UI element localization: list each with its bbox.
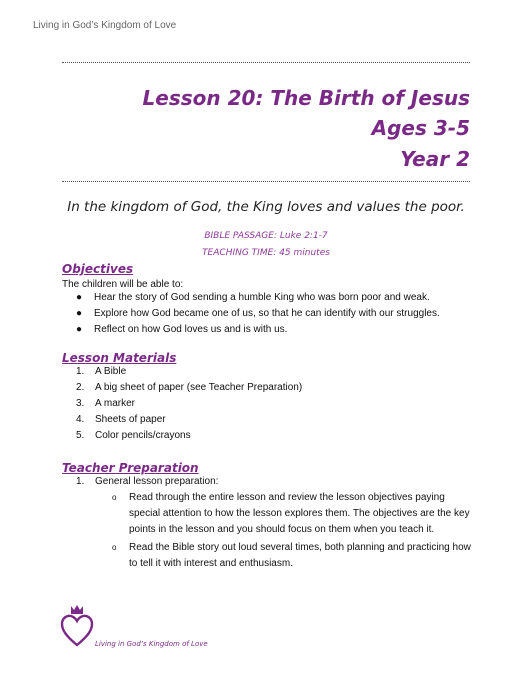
teaching-time: TEACHING TIME: 45 minutes — [202, 248, 330, 258]
bullet-icon: ● — [76, 308, 83, 319]
list-item: ● Explore how God became one of us, so that he can identify with our struggles. — [62, 306, 440, 322]
list-item: 1. General lesson preparation: — [76, 476, 219, 487]
preparation-sub-list — [62, 490, 471, 572]
bible-passage: BIBLE PASSAGE: Luke 2:1-7 — [204, 231, 328, 241]
divider-top — [62, 62, 470, 63]
bullet-icon: ● — [76, 292, 83, 303]
footer-title: Living in God’s Kingdom of Love — [95, 640, 208, 648]
lesson-tagline: In the kingdom of God, the King loves and values the poor. — [67, 199, 465, 215]
list-item: 3. A marker — [76, 398, 136, 409]
running-header: Living in God’s Kingdom of Love — [33, 20, 177, 31]
list-item: 2. A big sheet of paper (see Teacher Preparation) — [76, 382, 303, 393]
ages-title: Ages 3-5 — [371, 116, 470, 140]
preparation-heading: Teacher Preparation — [62, 461, 199, 475]
circle-bullet-icon: o — [112, 543, 117, 552]
objectives-heading: Objectives — [62, 262, 134, 276]
list-item: ● Reflect on how God loves us and is with us. — [62, 322, 440, 338]
materials-list — [62, 364, 302, 444]
divider-bottom — [62, 181, 470, 182]
bullet-icon: ● — [76, 324, 83, 335]
objectives-intro: The children will be able to: — [62, 279, 184, 290]
objectives-list — [62, 290, 440, 338]
preparation-list — [62, 474, 218, 490]
list-item: 5. Color pencils/crayons — [76, 430, 191, 441]
list-item: o Read through the entire lesson and review the lesson objectives paying special attention to how the lesson explores them. The objectives are the key points in the lesson and you should focus on them when you teach it. — [112, 492, 470, 535]
list-item: 1. A Bible — [76, 366, 127, 377]
crown-heart-icon — [60, 604, 94, 648]
lesson-title: Lesson 20: The Birth of Jesus — [142, 86, 470, 110]
year-title: Year 2 — [400, 147, 470, 171]
materials-heading: Lesson Materials — [62, 351, 177, 365]
list-item: 4. Sheets of paper — [76, 414, 166, 425]
list-item: o Read the Bible story out loud several times, both planning and practicing how to tell it with interest and enthusiasm. — [112, 542, 471, 569]
list-item: ● Hear the story of God sending a humble King who was born poor and weak. — [62, 290, 440, 306]
circle-bullet-icon: o — [112, 493, 117, 502]
